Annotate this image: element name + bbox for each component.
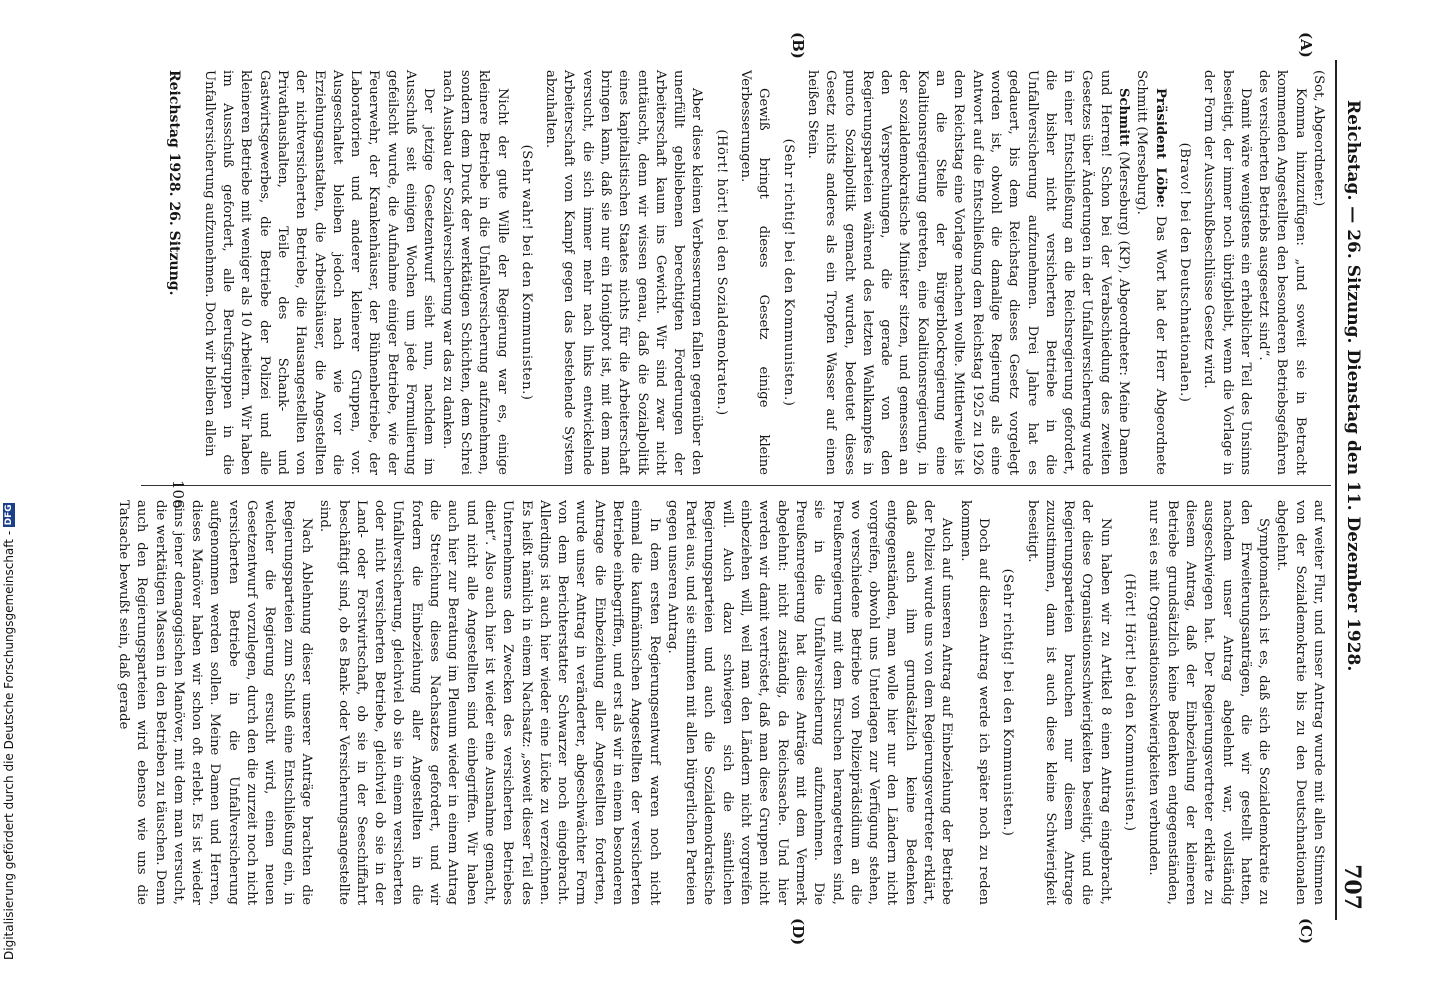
paragraph: Nicht der gute Wille der Regierung war es, einige kleinere Betriebe in die Unfallversicherung aufzunehmen, sondern dem Druck der werktätigen Schichten, dem Schrei nach Ausbau der Sozialversicherung war das zu danken. [439, 70, 510, 475]
interjection: (Hört! hört! bei den Sozialdemokraten.) [713, 129, 729, 416]
sheet-number: 106 [169, 480, 187, 509]
paragraph: Nach Ablehnung dieser unserer Anträge brachten die Regierungsparteien zum Schluß eine Entschließung ein, in welcher die Regierung ersucht wird, einen neuen Gesetzentwurf vorzulegen, durch den die zurzeit noch nicht versicherten Betriebe in die Unfallversicherung aufgenommen werden sollen. Meine Damen und Herren, dieses Manöver haben wir schon oft erlebt. Es ist wieder eins jener demagogischen Manöver, mit dem man versucht, die werktätigen Massen in den Betrieben zu täuschen. Denn auch den Regierungsparteien wird ebenso wie uns die Tatsache bewußt sein, daß gerade [116, 500, 314, 905]
paragraph: auf weiter Flur, und unser Antrag wurde mit allen Stimmen von der Sozialdemokratie bis zu den Deutschnationalen abgelehnt. [1274, 500, 1326, 905]
paragraph: In dem ersten Regierungsentwurf waren noch nicht einmal die kaufmännischen Angestellten der versicherten Betriebe einbegriffen, und erst als wir in einem besonderen Antrage die Einbeziehung aller Angestellten forderten, wurde unser Antrag in veränderter, abgeschwächter Form von dem Berichterstatter Schwarzer noch eingebracht. Allerdings ist auch hier wieder eine Lücke zu verzeichnen. Es heißt nämlich in einem Nachsatz: „soweit dieser Teil des Unternehmens den Zwecken des versicherten Betriebes dient“. Also auch hier ist wieder eine Ausnahme gemacht, und nicht alle Angestellten sind einbegriffen. Wir haben auch hier zur Beratung im Plenum wieder in einem Antrag die Streichung dieses Nachsatzes gefordert, und wir fordern die Einbeziehung aller Angestellten in die Unfallversicherung, gleichviel ob sie in einem versicherten oder nicht versicherten Betriebe, gleichviel ob sie in der Land- oder Forstwirtschaft, ob sie in der Seeschiffahrt beschäftigt sind, ob es Bank- oder Versicherungsangestellte sind. [317, 500, 662, 905]
paragraph: Damit wäre wenigstens ein erheblicher Teil des Unsinns beseitigt, der immer noch übrigbleibt, wenn die Vorlage in der Form der Ausschußbeschlüsse Gesetz wird. [1201, 70, 1253, 475]
footer-session: Reichstag 1928. 26. Sitzung. [166, 70, 182, 296]
running-header [1335, 60, 1367, 920]
margin-marker-b: (B) [789, 32, 807, 59]
header-title: Reichstag. — 26. Sitzung. Dienstag den 11. Dezember 1928. [1343, 100, 1363, 672]
paragraph: Gewiß bringt dieses Gesetz einige kleine Verbesserungen. [738, 70, 772, 475]
speaker-name: Schmitt [1116, 88, 1132, 147]
paragraph: Nun haben wir zu Artikel 8 einen Antrag eingebracht, der diese Organisationsschwierigkeiten beseitigt, und die Regierungsparteien brauchen nur diesem Antrage zuzustimmen, dann ist auch diese kleine Schwierigkeit beseitigt. [1024, 500, 1113, 905]
paragraph: Symptomatisch ist es, daß sich die Sozialdemokratie zu den Erweiterungsanträgen, die wir gestellt hatten, nachdem unser Antrag abgelehnt war, vollständig ausgeschwiegen hat. Der Regierungsvertreter erklärte zu diesem Antrag, daß der Einbeziehung der kleineren Betriebe grundsätzlich keine Bedenken entgegenständen, nur sei es mit Organisationsschwierigkeiten verbunden. [1146, 500, 1272, 905]
speech-text: Das Wort hat der Herr Abgeordnete Schmitt (Merseburg). [1134, 70, 1168, 475]
left-column [199, 70, 1327, 475]
interjection: (Hört! Hört! bei den Kommunisten.) [1122, 573, 1138, 832]
paragraph: Auch auf unseren Antrag auf Einbeziehung der Betriebe der Polizei wurde uns von dem Regierungsvertreter erklärt, daß auch ihm grundsätzlich keine Bedenken entgegenständen, man wolle hier nur den Ländern nicht vorgreifen, obwohl uns Unterlagen zur Verfügung stehen, wo verschiedene Betriebe von Polizeiprädsidium an die Preußenregierung mit dem Ersuchen herangetreten sind, sie in die Unfallversicherung aufzunehmen. Die Preußenregierung hat diese Anträge mit dem Vermerk abgelehnt: nicht zuständig, da Reichssache. Und hier werden wir damit vertröstet, daß man diese Gruppen nicht einbeziehen will, weil man den Ländern nicht vorgreifen will. Auch dazu schwiegen sich die sämtlichen Regierungsparteien und auch die Sozialdemokratische Partei aus, und sie stimmten mit allen bürgerlichen Parteien gegen unseren Antrag. [664, 500, 955, 905]
margin-marker-a: (A) [1297, 32, 1315, 58]
paragraph: Der jetzige Gesetzentwurf sieht nun, nachdem im Ausschuß seit einigen Wochen um jede Formulierung gefeilscht wurde, die Aufnahme einiger Betriebe, wie der Feuerwehr, der Krankenhäuser, der Bühnenbetriebe, der Laboratorien und anderer kleinerer Gruppen, vor. Ausgeschaltet bleiben jedoch nach wie vor die Erziehungsanstalten, die Arbeitshäuser, die Angestellten der nichtversicherten Betriebe, die Hausangestellten von Privathaushalten, Teile des Schank- und Gastwirtsgewerbes, die Betriebe der Polizei und alle kleineren Betriebe mit weniger als 10 Arbeitern. Wir haben im Ausschuß gefordert, alle Berufsgruppen in die Unfallversicherung aufzunehmen. Doch wir bleiben allein [201, 70, 437, 475]
scanned-page [97, 32, 1367, 946]
digitization-credit [2, 0, 16, 960]
paragraph: Aber diese kleinen Verbesserungen fallen gegenüber den unerfüllt gebliebenen berechtigten Forderungen der Arbeiterschaft kaum ins Gewicht. Wir sind zwar nicht enttäuscht, denn wir wissen genau, daß die Sozialpolitik eines kapitalistischen Staates nichts für die Arbeiterschaft bringen kann, daß sie nur ein Honigbrot ist, mit dem man versucht, die sich immer mehr nach links entwickelnde Arbeiterschaft vom Kampf gegen das bestehende System abzuhalten. [543, 70, 705, 475]
interjection: (Sehr richtig! bei den Kommunisten.) [1000, 568, 1016, 837]
speaker-name: Präsident Löbe: [1152, 88, 1168, 208]
margin-marker-d: (D) [789, 918, 807, 946]
paragraph: Doch auf diesen Antrag werde ich später noch zu reden kommen. [957, 500, 991, 905]
interjection: (Bravo! bei den Deutschnationalen.) [1176, 142, 1192, 403]
interjection: (Sehr wahr! bei den Kommunisten.) [518, 144, 534, 401]
margin-marker-c: (C) [1297, 918, 1315, 945]
right-column [114, 500, 1327, 905]
interjection: (Sehr richtig! bei den Kommunisten.) [780, 138, 796, 407]
credit-text: Digitalisierung gefördert durch die Deutsche Forschungsgemeinschaft - [2, 530, 16, 960]
column-divider [141, 485, 1331, 486]
paragraph: Komma hinzuzufügen: „und soweit sie in Betracht kommenden Angestellten den besonderen Betriebsgefahren des versicherten Betriebs ausgesetzt sind“. [1256, 70, 1308, 475]
speech-text: (Merseburg) (KP), Abgeordneter: Meine Damen und Herren! Schon bei der Verabschiedung des zweiten Gesetzes über Änderungen in der Unfallversicherung wurde in einer Entschließung an die Reichsregierung gefordert, die bisher nicht versicherten Betriebe in die Unfallversicherung aufzunehmen. Drei Jahre hat es gedauert, bis dem Reichstag dieses Gesetz vorgelegt worden ist, obwohl die damalige Regierung als eine Antwort auf die Entschließung dem Reichstag 1925 zu 1926 dem Reichstag eine Vorlage machen wollte. Mittlerweile ist an die Stelle der Bürgerblockregierung eine Koalitionsregierung getreten, eine Koalitionsregierung, in der sozialdemokratische Minister sitzen, und gemessen an den Versprechungen, die gerade von den Regierungsparteien während des letzten Wahlkampfes in puncto Sozialpolitik gemacht wurden, bedeutet dieses Gesetz nichts anderes als ein Tropfen Wasser auf einen heißen Stein. [804, 70, 1132, 475]
page-number: 707 [1339, 864, 1365, 910]
dfg-logo-icon: DFG [4, 504, 14, 526]
speaker-continuation: (Sot, Abgeordneter.) [1311, 70, 1326, 207]
